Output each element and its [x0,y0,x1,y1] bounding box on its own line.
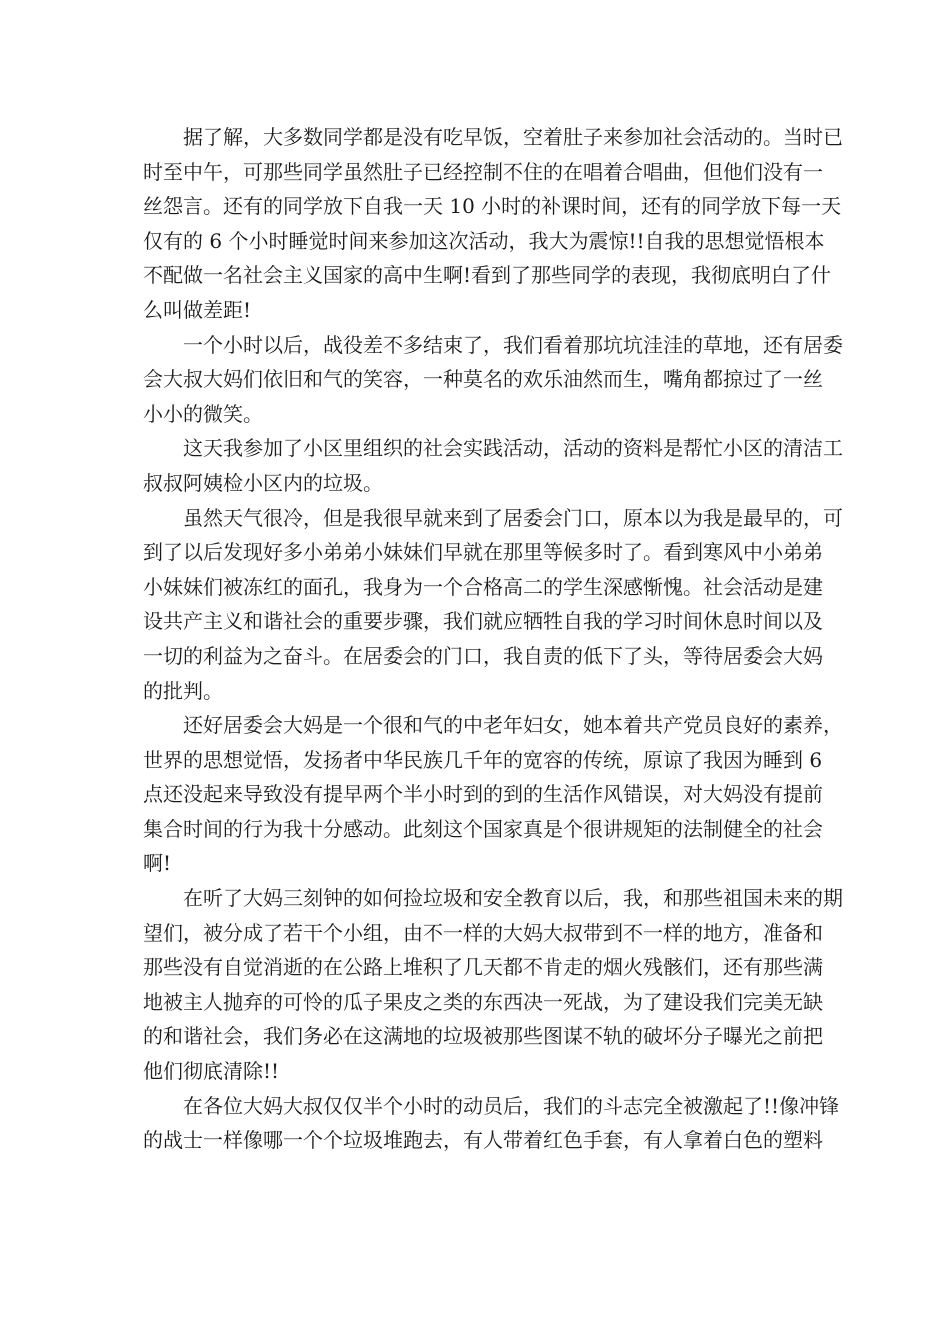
text-line: 在各位大妈大叔仅仅半个小时的动员后，我们的斗志完全被激起了!!像冲锋 [183,1093,840,1118]
text-line: 集合时间的行为我十分感动。此刻这个国家真是个很讲规矩的法制健全的社会 [143,816,823,841]
text-line: 丝怨言。还有的同学放下自我一天 10 小时的补课时间，还有的同学放下每一天 [143,194,842,219]
text-line: 仅有的 6 个小时睡觉时间来参加这次活动，我大为震惊!!自我的思想觉悟根本 [143,228,825,253]
text-line: 在听了大妈三刻钟的如何捡垃圾和安全教育以后，我，和那些祖国未来的期 [183,886,843,911]
text-line: 地被主人抛弃的可怜的瓜子果皮之类的东西决一死战，为了建设我们完美无缺 [143,989,823,1014]
text-line: 望们，被分成了若干个小组，由不一样的大妈大叔带到不一样的地方，准备和 [143,920,823,945]
text-line: 的和谐社会，我们务必在这满地的垃圾被那些图谋不轨的破坏分子曝光之前把 [143,1024,823,1049]
text-line: 还好居委会大妈是一个很和气的中老年妇女，她本着共产党员良好的素养， [183,713,843,738]
paragraph [143,120,843,328]
text-line: 一切的利益为之奋斗。在居委会的门口，我自责的低下了头，等待居委会大妈 [143,643,823,668]
text-line: 时至中午，可那些同学虽然肚子已经控制不住的在唱着合唱曲，但他们没有一 [143,159,823,184]
document-body [143,120,843,1158]
text-line: 会大叔大妈们依旧和气的笑容，一种莫名的欢乐油然而生，嘴角都掠过了一丝 [143,367,823,392]
paragraph [143,431,843,500]
text-line: 啊! [143,851,172,876]
paragraph [143,328,843,432]
text-line: 的批判。 [143,678,223,703]
text-line: 的战士一样像哪一个个垃圾堆跑去，有人带着红色手套，有人拿着白色的塑料 [143,1128,823,1153]
text-line: 叔叔阿姨检小区内的垃圾。 [143,470,383,495]
text-line: 这天我参加了小区里组织的社会实践活动，活动的资料是帮忙小区的清洁工 [183,436,843,461]
text-line: 小小的微笑。 [143,401,263,426]
text-line: 据了解，大多数同学都是没有吃早饭，空着肚子来参加社会活动的。当时已 [183,125,843,149]
paragraph [143,1089,840,1158]
text-line: 小妹妹们被冻红的面孔，我身为一个合格高二的学生深感惭愧。社会活动是建 [143,574,823,599]
text-line: 么叫做差距! [143,297,252,322]
text-line: 世界的思想觉悟，发扬者中华民族几千年的宽容的传统，原谅了我因为睡到 6 [143,747,823,772]
text-line: 到了以后发现好多小弟弟小妹妹们早就在那里等候多时了。看到寒风中小弟弟 [143,540,823,565]
text-line: 虽然天气很冷，但是我很早就来到了居委会门口，原本以为我是最早的，可 [183,505,843,530]
paragraph [143,501,843,709]
paragraph [143,881,843,1089]
text-line: 点还没起来导致没有提早两个半小时到的到的生活作风错误，对大妈没有提前 [143,782,823,807]
text-line: 不配做一名社会主义国家的高中生啊!看到了那些同学的表现，我彻底明白了什 [143,263,832,288]
text-line: 一个小时以后，战役差不多结束了，我们看着那坑坑洼洼的草地，还有居委 [183,332,843,357]
text-line: 那些没有自觉消逝的在公路上堆积了几天都不肯走的烟火残骸们，还有那些满 [143,955,823,980]
text-line: 他们彻底清除!! [143,1059,280,1084]
text-line: 设共产主义和谐社会的重要步骤，我们就应牺牲自我的学习时间休息时间以及 [143,609,823,634]
paragraph [143,708,843,881]
